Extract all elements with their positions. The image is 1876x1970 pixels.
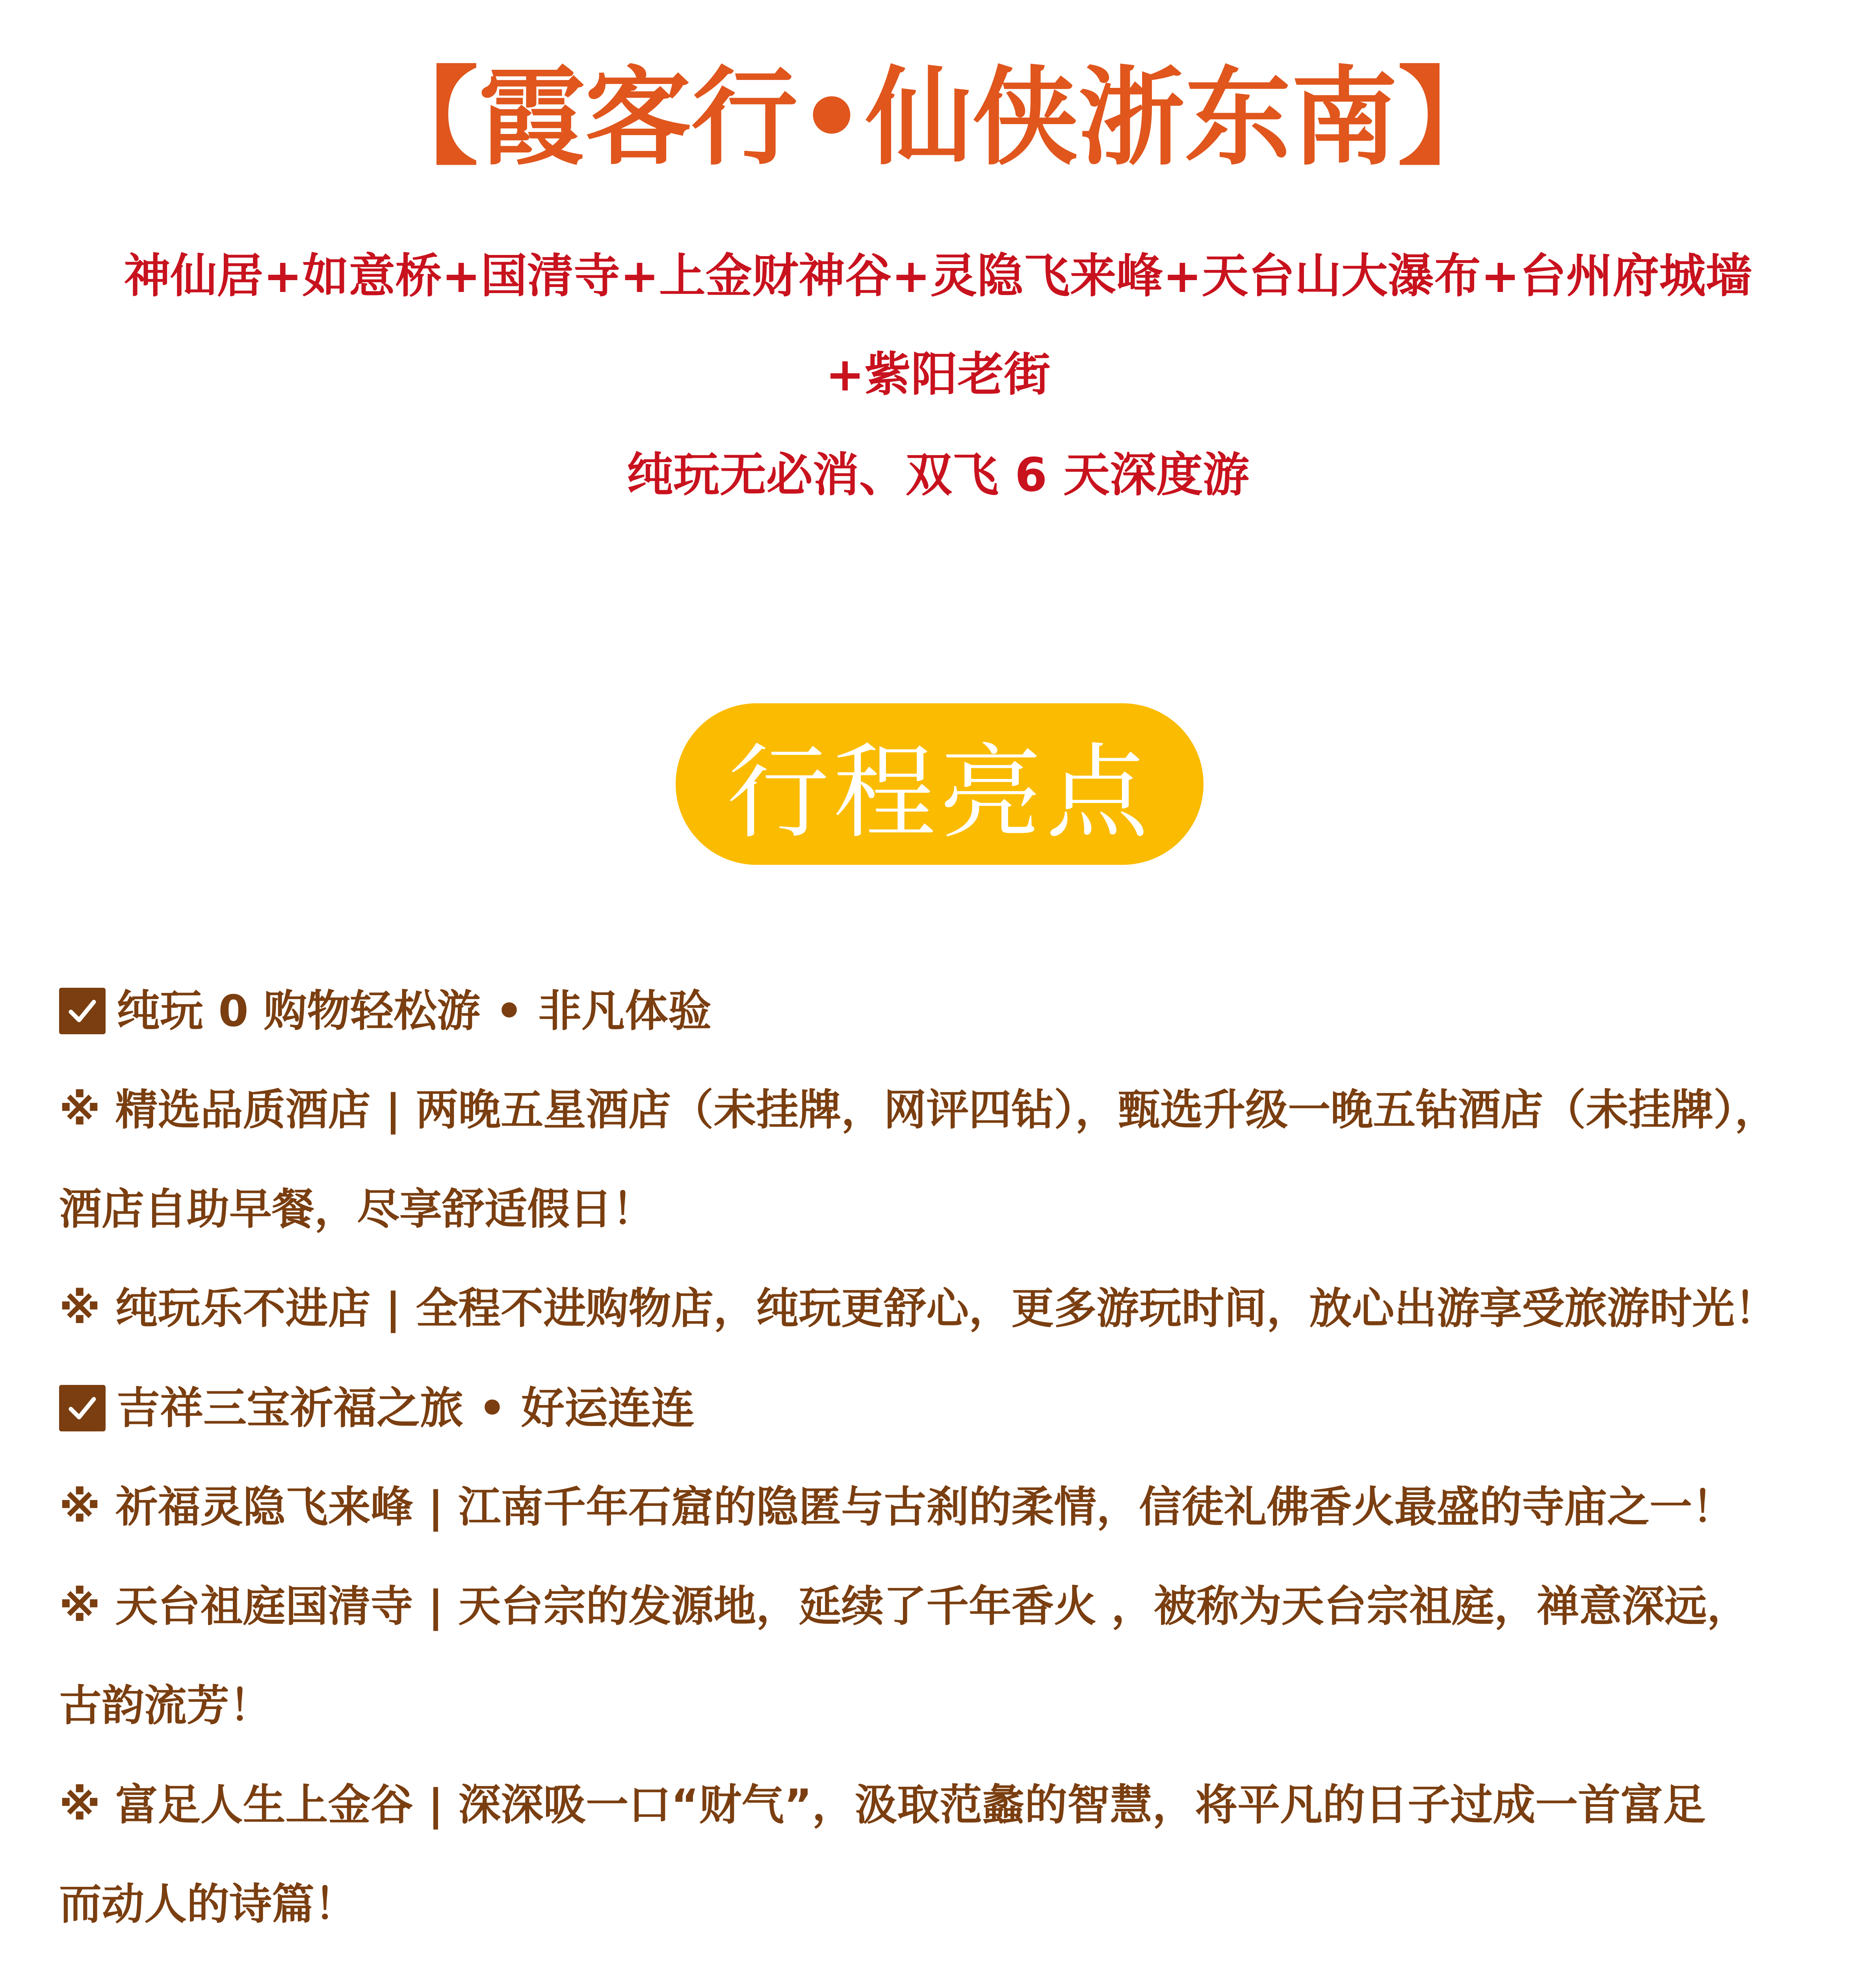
highlight-item-continued: 酒店自助早餐，尽享舒适假日！ bbox=[59, 1185, 655, 1234]
highlight-item: ※ 富足人生上金谷 | 深深吸一口“财气”，汲取范蠡的智慧，将平凡的日子过成一首富足 bbox=[59, 1780, 1706, 1830]
page-title: 【霞客行•仙侠浙东南】 bbox=[372, 56, 1504, 180]
subtitle-route-line-2: +紫阳老街 bbox=[825, 347, 1051, 401]
heading-text: 纯玩 0 购物轻松游 • 非凡体验 bbox=[117, 986, 712, 1036]
section-title: 行程亮点 bbox=[727, 733, 1152, 853]
highlight-item-continued: 古韵流芳！ bbox=[59, 1681, 272, 1730]
highlight-item-continued: 而动人的诗篇！ bbox=[59, 1880, 357, 1929]
heading-text bbox=[117, 1954, 680, 1970]
subtitle-route-line-1: 神仙居+如意桥+国清寺+上金财神谷+灵隐飞来峰+天台山大瀑布+台州府城墙 bbox=[124, 249, 1752, 303]
highlights-list bbox=[59, 961, 1820, 1970]
highlight-heading-2 bbox=[59, 1359, 1820, 1458]
highlight-heading-1 bbox=[59, 961, 1820, 1061]
subtitle-tour-type: 纯玩无必消、双飞 6 天深度游 bbox=[626, 448, 1250, 502]
highlight-item: ※ 祈福灵隐飞来峰 | 江南千年石窟的隐匿与古刹的柔情，信徒礼佛香火最盛的寺庙之一！ bbox=[59, 1483, 1735, 1532]
highlight-item: ※ 天台祖庭国清寺 | 天台宗的发源地，延续了千年香火 ，被称为天台宗祖庭，禅意深远， bbox=[59, 1582, 1750, 1631]
checkbox-checked-icon bbox=[59, 988, 106, 1034]
heading-text: 吉祥三宝祈福之旅 • 好运连连 bbox=[117, 1383, 695, 1433]
highlight-item: ※ 纯玩乐不进店 | 全程不进购物店，纯玩更舒心，更多游玩时间，放心出游享受旅游时光！ bbox=[59, 1284, 1778, 1333]
highlight-heading-3 bbox=[59, 1954, 1820, 1970]
highlight-item: ※ 精选品质酒店 | 两晚五星酒店（未挂牌，网评四钻），甄选升级一晚五钻酒店（未挂牌）， bbox=[59, 1085, 1778, 1135]
section-title-badge bbox=[676, 703, 1204, 865]
checkbox-checked-icon bbox=[59, 1385, 106, 1431]
